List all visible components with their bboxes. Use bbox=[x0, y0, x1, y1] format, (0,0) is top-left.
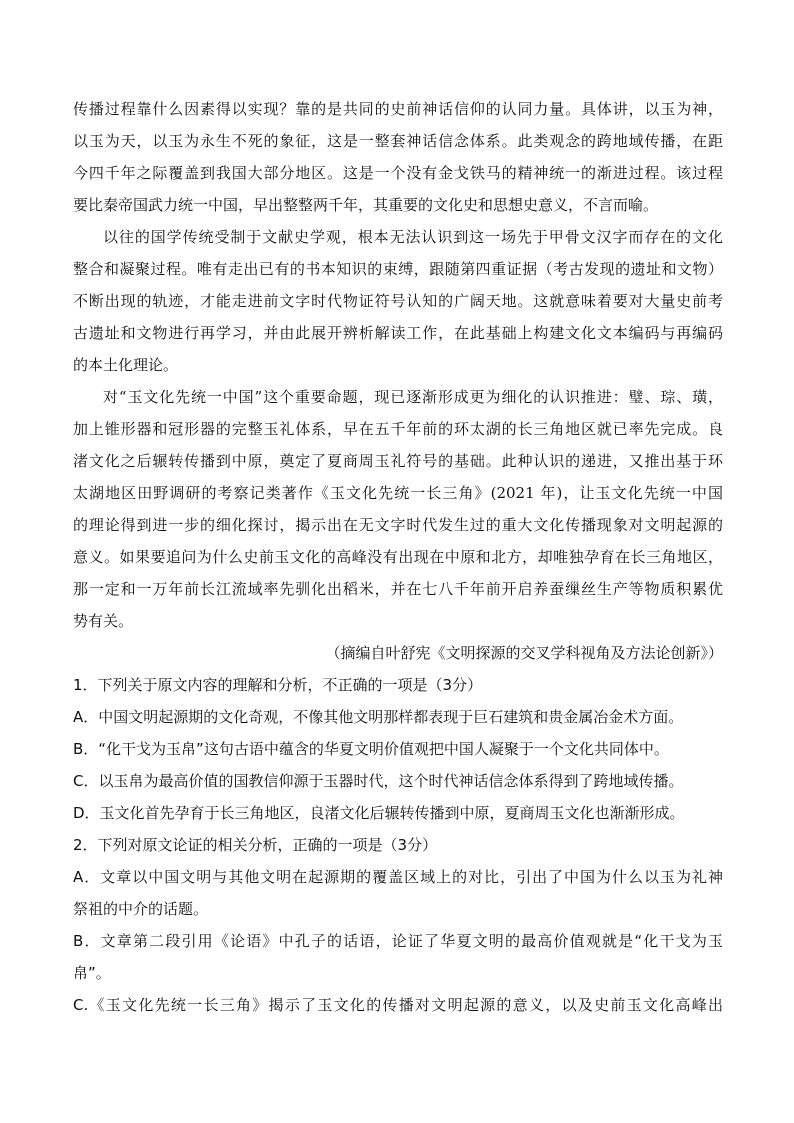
question-2-option-a-line-1: A．文章以中国文明与其他文明在起源期的覆盖区域上的对比，引出了中国为什么以玉为礼神 bbox=[73, 868, 723, 886]
p3-line-3: 渚文化之后辗转传播到中原，奠定了夏商周玉礼符号的基础。此种认识的递进，又推出基于环 bbox=[73, 452, 723, 470]
p1-line-1: 传播过程靠什么因素得以实现？靠的是共同的史前神话信仰的认同力量。具体讲，以玉为神， bbox=[73, 100, 723, 118]
question-2-option-b-line-2: 帛”。 bbox=[73, 964, 111, 982]
p3-line-4: 太湖地区田野调研的考察记类著作《玉文化先统一长三角》(2021 年)，让玉文化先统一中国 bbox=[73, 484, 723, 502]
p1-line-4: 要比秦帝国武力统一中国，早出整整两千年，其重要的文化史和思想史意义，不言而喻。 bbox=[73, 196, 659, 214]
question-1-option-d: D．玉文化首先孕育于长三角地区，良渚文化后辗转传播到中原，夏商周玉文化也渐渐形成。 bbox=[73, 804, 685, 822]
question-1-option-a: A．中国文明起源期的文化奇观，不像其他文明那样都表现于巨石建筑和贵金属冶金术方面。 bbox=[73, 708, 684, 726]
p1-line-3: 今四千年之际覆盖到我国大部分地区。这是一个没有金戈铁马的精神统一的渐进过程。该过程 bbox=[73, 164, 723, 182]
question-1-option-b: B．“化干戈为玉帛”这句古语中蕴含的华夏文明价值观把中国人凝聚于一个文化共同体中。 bbox=[73, 740, 669, 758]
p2-line-4: 古遗址和文物进行再学习，并由此展开辨析解读工作，在此基础上构建文化文本编码与再编码 bbox=[73, 324, 723, 342]
p3-line-2: 加上锥形器和冠形器的完整玉礼体系，早在五千年前的环太湖的长三角地区就已率先完成。良 bbox=[73, 420, 723, 438]
p2-line-2: 整合和凝聚过程。唯有走出已有的书本知识的束缚，跟随第四重证据（考古发现的遗址和文物） bbox=[73, 260, 723, 278]
question-2-option-c-line-1: C.《玉文化先统一长三角》揭示了玉文化的传播对文明起源的意义，以及史前玉文化高峰出 bbox=[73, 996, 723, 1014]
p3-line-6: 意义。如果要追问为什么史前玉文化的高峰没有出现在中原和北方，却唯独孕育在长三角地区， bbox=[73, 548, 723, 566]
p1-line-2: 以玉为天，以玉为永生不死的象征，这是一整套神话信念体系。此类观念的跨地域传播，在距 bbox=[73, 132, 723, 150]
p2-line-1: 以往的国学传统受制于文献史学观，根本无法认识到这一场先于甲骨文汉字而存在的文化 bbox=[103, 228, 723, 246]
p2-line-3: 不断出现的轨迹，才能走进前文字时代物证符号认知的广阔天地。这就意味着要对大量史前考 bbox=[73, 292, 723, 310]
p3-line-8: 势有关。 bbox=[73, 612, 134, 630]
question-2-stem: 2．下列对原文论证的相关分析，正确的一项是（3分） bbox=[73, 836, 438, 854]
question-2-option-a-line-2: 祭祖的中介的话题。 bbox=[73, 900, 209, 918]
p3-line-1: 对“玉文化先统一中国”这个重要命题，现已逐渐形成更为细化的认识推进：璧、琮、璜， bbox=[103, 388, 723, 406]
p3-line-5: 的理论得到进一步的细化探讨，揭示出在无文字时代发生过的重大文化传播现象对文明起源的 bbox=[73, 516, 723, 534]
question-2-option-b-line-1: B．文章第二段引用《论语》中孔子的话语，论证了华夏文明的最高价值观就是“化干戈为玉 bbox=[73, 932, 723, 950]
question-1-stem: 1．下列关于原文内容的理解和分析，不正确的一项是（3分） bbox=[73, 676, 483, 694]
question-1-option-c: C．以玉帛为最高价值的国教信仰源于玉器时代，这个时代神话信念体系得到了跨地域传播。 bbox=[73, 772, 684, 790]
source-attribution: （摘编自叶舒宪《文明探源的交叉学科视角及方法论创新》） bbox=[325, 644, 723, 662]
p3-line-7: 那一定和一万年前长江流域率先驯化出稻米，并在七八千年前开启养蚕缫丝生产等物质积累优 bbox=[73, 580, 723, 598]
p2-line-5: 的本土化理论。 bbox=[73, 356, 179, 374]
